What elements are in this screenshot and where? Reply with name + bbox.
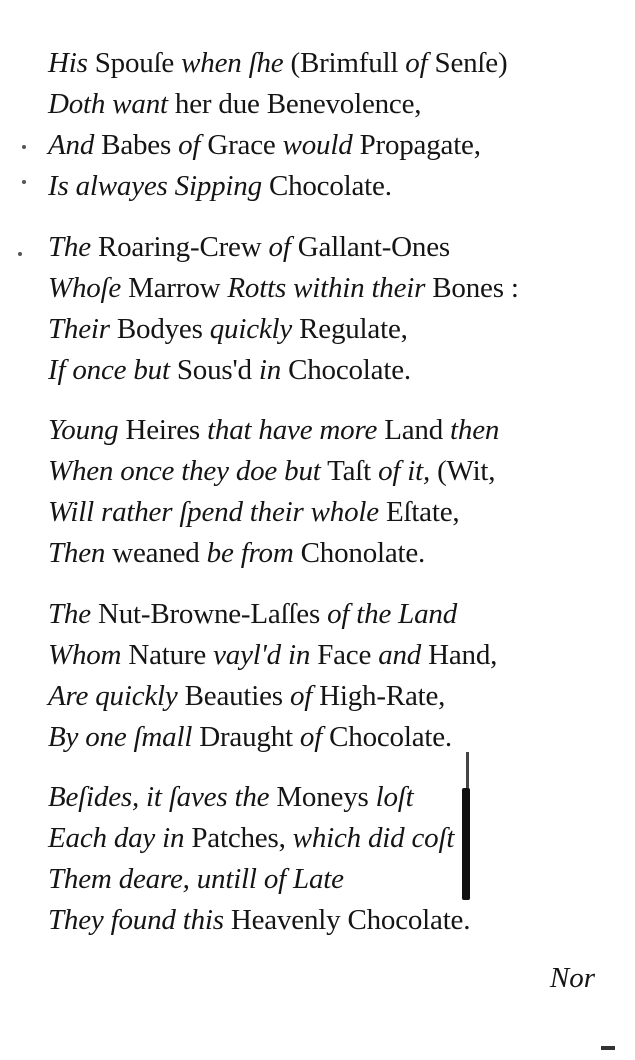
verse-line [48, 87, 421, 121]
italic-phrase: of the Land [327, 598, 458, 630]
roman-phrase: High-Rate, [312, 680, 446, 712]
italic-phrase: And [48, 129, 95, 161]
verse-line [48, 128, 481, 162]
verse-line [48, 230, 450, 264]
ink-bar-mark [462, 788, 470, 900]
italic-phrase: Are quickly [48, 680, 178, 712]
roman-phrase: Spouſe [87, 47, 182, 79]
italic-phrase: If once but [48, 354, 170, 386]
roman-phrase: Chonolate. [293, 537, 426, 569]
roman-phrase: Senſe) [427, 47, 508, 79]
roman-phrase: Bodyes [109, 313, 210, 345]
italic-phrase: Rotts within their [227, 272, 426, 304]
roman-phrase: her due Benevolence, [167, 88, 422, 120]
italic-phrase: The [48, 231, 91, 263]
italic-phrase: Them deare, untill of Late [48, 863, 344, 895]
italic-phrase: vayl'd in [213, 639, 311, 671]
roman-phrase: Roaring-Crew [90, 231, 269, 263]
roman-phrase: Heires [118, 414, 208, 446]
roman-phrase: Gallant-Ones [290, 231, 450, 263]
gutter-dot [18, 252, 22, 256]
italic-phrase: of [299, 721, 323, 753]
corner-ink-mark [601, 1046, 615, 1050]
roman-phrase: Marrow [121, 272, 228, 304]
roman-phrase: Heavenly Chocolate. [223, 904, 471, 936]
roman-phrase: Babes [94, 129, 179, 161]
italic-phrase: His [48, 47, 88, 79]
italic-phrase: of [268, 231, 291, 263]
verse-line [48, 312, 408, 346]
roman-phrase: Chocolate. [261, 170, 392, 202]
italic-phrase: loſt [375, 781, 414, 813]
verse-line [48, 46, 507, 80]
verse-line [48, 903, 470, 937]
italic-phrase: be from [206, 537, 294, 569]
italic-phrase: Then [48, 537, 106, 569]
italic-phrase: that have more [207, 414, 378, 446]
roman-phrase: Patches, [184, 822, 293, 854]
italic-phrase: They found this [48, 904, 224, 936]
italic-phrase: and [378, 639, 422, 671]
italic-phrase: of [405, 47, 428, 79]
italic-phrase: The [48, 598, 91, 630]
italic-phrase: of [289, 680, 313, 712]
italic-phrase: When once they doe but [48, 455, 321, 487]
roman-phrase: Chocolate. [281, 354, 411, 386]
roman-phrase: Land [377, 414, 451, 446]
italic-phrase: Is alwayes Sipping [48, 170, 262, 202]
catchword: Nor [549, 962, 595, 994]
roman-phrase: Taſt [320, 455, 379, 487]
roman-phrase: (Brimfull [283, 47, 406, 79]
roman-phrase: Bones : [425, 272, 519, 304]
ink-stroke-mark [466, 752, 469, 788]
verse-line [48, 720, 452, 754]
roman-phrase: Beauties [177, 680, 290, 712]
verse-line [48, 413, 499, 447]
roman-phrase: Face [310, 639, 379, 671]
roman-phrase: Chocolate. [322, 721, 452, 753]
verse-line [48, 454, 495, 488]
italic-phrase: Each day in [48, 822, 185, 854]
roman-phrase: Draught [192, 721, 300, 753]
verse-line [48, 679, 445, 713]
italic-phrase: quickly [209, 313, 293, 345]
verse-line [48, 821, 454, 855]
italic-phrase: of [178, 129, 201, 161]
verse-line [48, 638, 497, 672]
verse-line [48, 353, 411, 387]
verse-line [48, 495, 459, 529]
verse-line [48, 536, 425, 570]
italic-phrase: in [258, 354, 282, 386]
roman-phrase: Regulate, [292, 313, 408, 345]
gutter-dot [22, 145, 26, 149]
italic-phrase: would [282, 129, 353, 161]
verse-line [48, 780, 414, 814]
roman-phrase: Grace [200, 129, 283, 161]
verse-line [48, 597, 457, 631]
roman-phrase: Propagate, [352, 129, 481, 161]
verse-line [48, 169, 392, 203]
italic-phrase: which did coſt [292, 822, 455, 854]
roman-phrase: Sous'd [169, 354, 259, 386]
verse-line [48, 862, 344, 896]
italic-phrase: Their [48, 313, 110, 345]
roman-phrase: Moneys [269, 781, 376, 813]
italic-phrase: Beſides, it ſaves the [48, 781, 270, 813]
italic-phrase: By one ſmall [48, 721, 193, 753]
roman-phrase: (Wit, [430, 455, 496, 487]
italic-phrase: then [450, 414, 500, 446]
italic-phrase: Whoſe [48, 272, 122, 304]
italic-phrase: when ſhe [181, 47, 284, 79]
italic-phrase: of it, [378, 455, 431, 487]
italic-phrase: Whom [48, 639, 122, 671]
roman-phrase: Eſtate, [378, 496, 460, 528]
roman-phrase: Nut-Browne-Laſſes [90, 598, 328, 630]
roman-phrase: Hand, [421, 639, 498, 671]
gutter-dot [22, 180, 26, 184]
italic-phrase: Will rather ſpend their whole [48, 496, 379, 528]
verse-line [48, 271, 519, 305]
italic-phrase: Doth want [48, 88, 168, 120]
roman-phrase: weaned [105, 537, 207, 569]
roman-phrase: Nature [121, 639, 214, 671]
italic-phrase: Young [48, 414, 119, 446]
